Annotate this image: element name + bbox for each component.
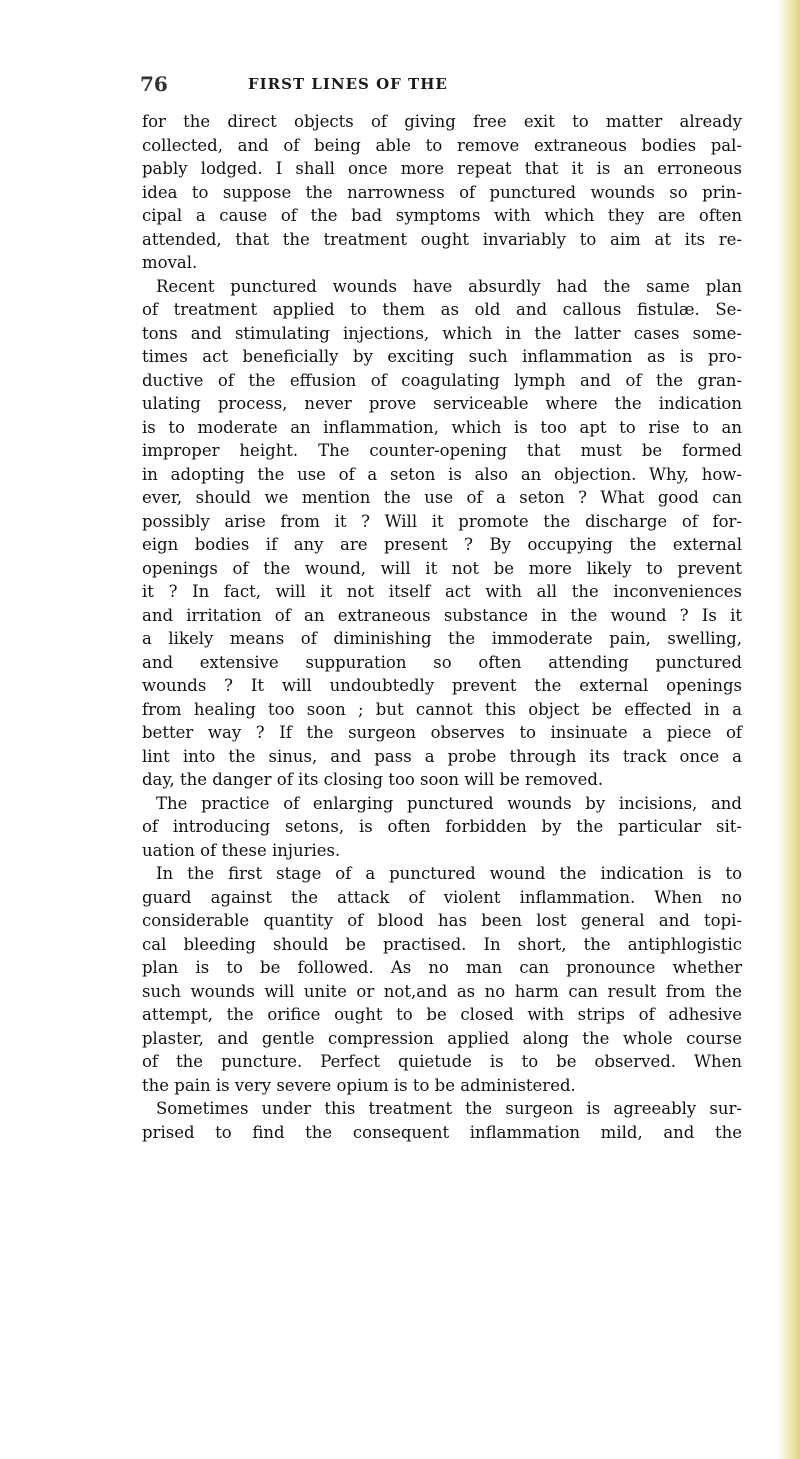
text-line: of the puncture. Perfect quietude is to be observed. When xyxy=(142,1052,742,1071)
page-edge-shading xyxy=(778,0,800,1459)
text-line: possibly arise from it ? Will it promote the discharge of for- xyxy=(142,511,742,531)
text-line: plaster, and gentle compression applied along the whole course xyxy=(142,1028,742,1048)
text-line: The practice of enlarging punctured wounds by incisions, and xyxy=(156,793,742,813)
text-line: pably lodged. I shall once more repeat that it is an erroneous xyxy=(142,159,742,178)
text-line: ulating process, never prove serviceable where the indication xyxy=(142,394,742,413)
body-text xyxy=(142,110,742,1144)
text-line: ductive of the effusion of coagulating lymph and of the gran- xyxy=(142,370,742,390)
text-line: is to moderate an inflammation, which is too apt to rise to an xyxy=(142,417,742,437)
text-line: it ? In fact, will it not itself act with all the inconveniences xyxy=(142,582,742,601)
text-line: a likely means of diminishing the immoderate pain, swelling, xyxy=(142,629,742,648)
text-line: the pain is very severe opium is to be administered. xyxy=(142,1075,576,1095)
text-line: of introducing setons, is often forbidden by the particular sit- xyxy=(142,817,742,836)
text-line: Recent punctured wounds have absurdly had the same plan xyxy=(156,276,742,296)
text-line: uation of these injuries. xyxy=(142,840,341,860)
text-line: idea to suppose the narrowness of punctured wounds so prin- xyxy=(142,182,742,202)
text-line: of treatment applied to them as old and callous fistulæ. Se- xyxy=(142,300,742,319)
text-line: cipal a cause of the bad symptoms with which they are often xyxy=(142,206,742,225)
text-line: guard against the attack of violent inflammation. When no xyxy=(142,887,742,907)
text-line: from healing too soon ; but cannot this object be effected in a xyxy=(142,699,742,719)
text-line: lint into the sinus, and pass a probe through its track once a xyxy=(142,746,742,766)
text-line: In the first stage of a punctured wound the indication is to xyxy=(156,864,742,883)
text-line: considerable quantity of blood has been lost general and topi- xyxy=(142,911,742,930)
text-line: plan is to be followed. As no man can pronounce whether xyxy=(142,958,742,977)
text-line: tons and stimulating injections, which in the latter cases some- xyxy=(142,323,742,343)
page-number: 76 xyxy=(140,72,168,96)
page-header xyxy=(140,72,700,100)
text-line: Sometimes under this treatment the surgeon is agreeably sur- xyxy=(156,1099,742,1118)
text-line: day, the danger of its closing too soon will be removed. xyxy=(142,770,604,789)
text-line: times act beneficially by exciting such inflammation as is pro- xyxy=(142,347,742,366)
text-line: for the direct objects of giving free exit to matter already xyxy=(142,112,742,131)
running-head: FIRST LINES OF THE xyxy=(248,75,448,93)
text-line: eign bodies if any are present ? By occupying the external xyxy=(142,535,742,554)
text-line: prised to find the consequent inflammation mild, and the xyxy=(142,1122,742,1142)
text-line: wounds ? It will undoubtedly prevent the external openings xyxy=(142,676,742,695)
text-line: improper height. The counter-opening that must be formed xyxy=(142,441,742,460)
text-line: attended, that the treatment ought invariably to aim at its re- xyxy=(142,229,742,249)
text-line: cal bleeding should be practised. In short, the antiphlogistic xyxy=(142,934,742,954)
text-line: moval. xyxy=(142,253,198,272)
text-line: such wounds will unite or not,and as no harm can result from the xyxy=(142,981,742,1001)
text-line: openings of the wound, will it not be more likely to prevent xyxy=(142,558,742,578)
text-line: ever, should we mention the use of a seton ? What good can xyxy=(142,488,742,507)
text-line: in adopting the use of a seton is also an objection. Why, how- xyxy=(142,464,742,484)
text-line: and extensive suppuration so often attending punctured xyxy=(142,652,742,672)
text-line: and irritation of an extraneous substance in the wound ? Is it xyxy=(142,605,742,625)
text-line: attempt, the orifice ought to be closed with strips of adhesive xyxy=(142,1005,742,1024)
text-line: better way ? If the surgeon observes to insinuate a piece of xyxy=(142,723,742,742)
text-line: collected, and of being able to remove extraneous bodies pal- xyxy=(142,135,742,155)
